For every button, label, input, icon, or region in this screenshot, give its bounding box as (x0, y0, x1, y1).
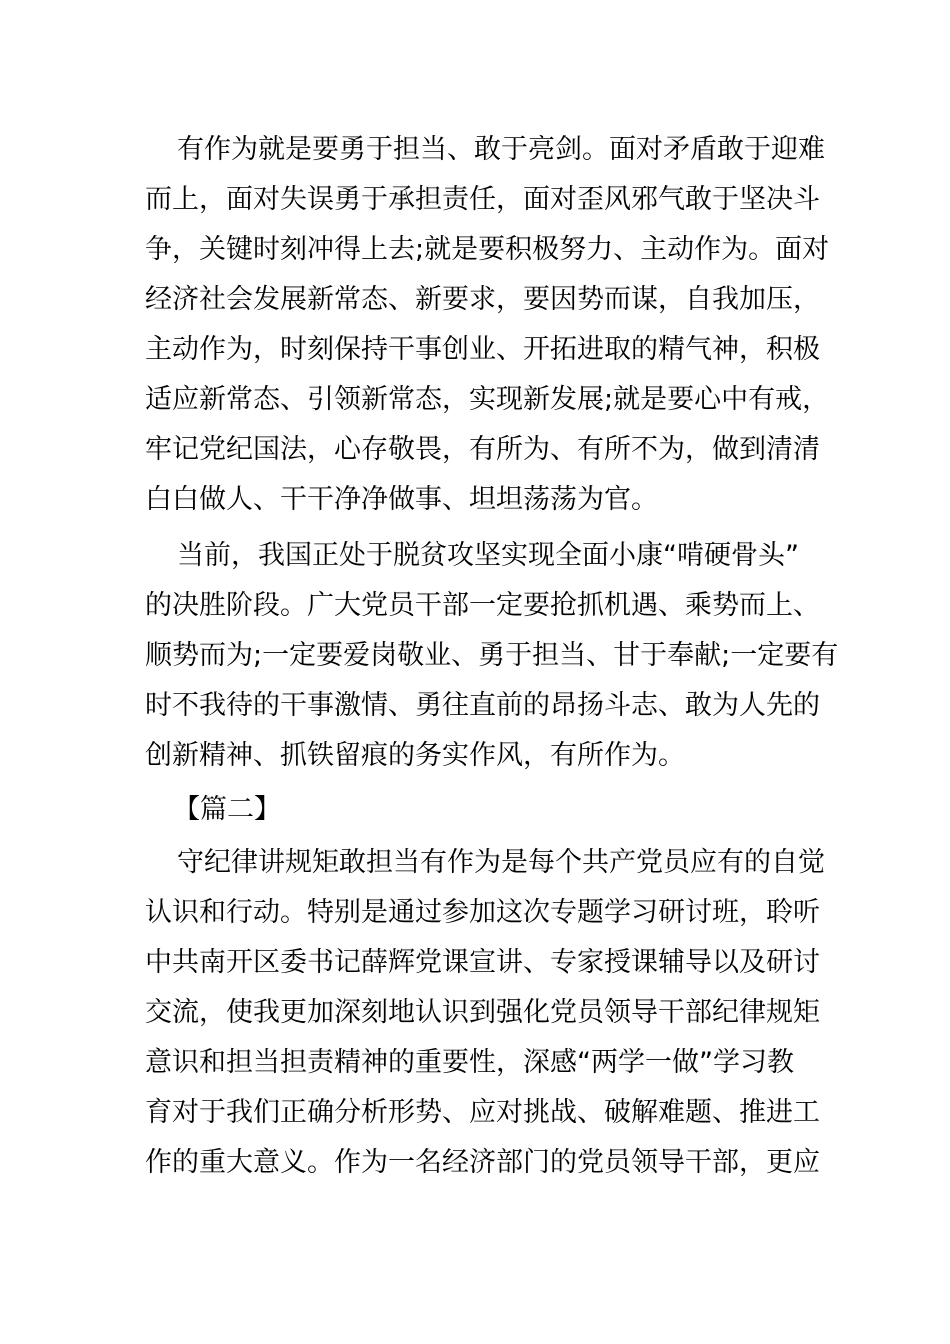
paragraph-line: 当前，我国正处于脱贫攻坚实现全面小康“啃硬骨头” (177, 540, 799, 571)
paragraph-line: 争，关键时刻冲得上去;就是要积极努力、主动作为。面对 (145, 234, 830, 265)
paragraph-2 (145, 531, 839, 781)
paragraph-line: 育对于我们正确分析形势、应对挑战、破解难题、推进工 (145, 1097, 820, 1128)
paragraph-line: 的决胜阶段。广大党员干部一定要抢抓机遇、乘势而上、 (145, 590, 820, 621)
paragraph-line: 牢记党纪国法，心存敬畏，有所为、有所不为，做到清清 (145, 434, 820, 465)
paragraph-line: 白白做人、干干净净做事、坦坦荡荡为官。 (145, 484, 658, 515)
paragraph-line: 主动作为，时刻保持干事创业、开拓进取的精气神，积极 (145, 334, 820, 365)
section-heading: 【篇二】 (173, 794, 281, 825)
paragraph-line: 顺势而为;一定要爱岗敬业、勇于担当、甘于奉献;一定要有 (145, 640, 839, 671)
paragraph-line: 时不我待的干事激情、勇往直前的昂扬斗志、敢为人先的 (145, 690, 820, 721)
paragraph-line: 认识和行动。特别是通过参加这次专题学习研讨班，聆听 (145, 897, 820, 928)
paragraph-line: 交流，使我更加深刻地认识到强化党员领导干部纪律规矩 (145, 997, 820, 1028)
paragraph-line: 中共南开区委书记薛辉党课宣讲、专家授课辅导以及研讨 (145, 947, 820, 978)
paragraph-line: 作的重大意义。作为一名经济部门的党员领导干部，更应 (145, 1147, 820, 1178)
paragraph-line: 创新精神、抓铁留痕的务实作风，有所作为。 (145, 740, 685, 771)
paragraph-line: 经济社会发展新常态、新要求，要因势而谋，自我加压， (145, 284, 820, 315)
paragraph-line: 有作为就是要勇于担当、敢于亮剑。面对矛盾敢于迎难 (177, 134, 825, 165)
paragraph-line: 而上，面对失误勇于承担责任，面对歪风邪气敢于坚决斗 (145, 184, 820, 215)
paragraph-line: 适应新常态、引领新常态，实现新发展;就是要心中有戒， (145, 384, 830, 415)
paragraph-3 (145, 838, 825, 1188)
paragraph-1 (145, 125, 830, 525)
paragraph-line: 意识和担当担责精神的重要性，深感“两学一做”学习教 (145, 1047, 794, 1078)
paragraph-line: 守纪律讲规矩敢担当有作为是每个共产党员应有的自觉 (177, 847, 825, 878)
section-heading-block (145, 785, 805, 835)
